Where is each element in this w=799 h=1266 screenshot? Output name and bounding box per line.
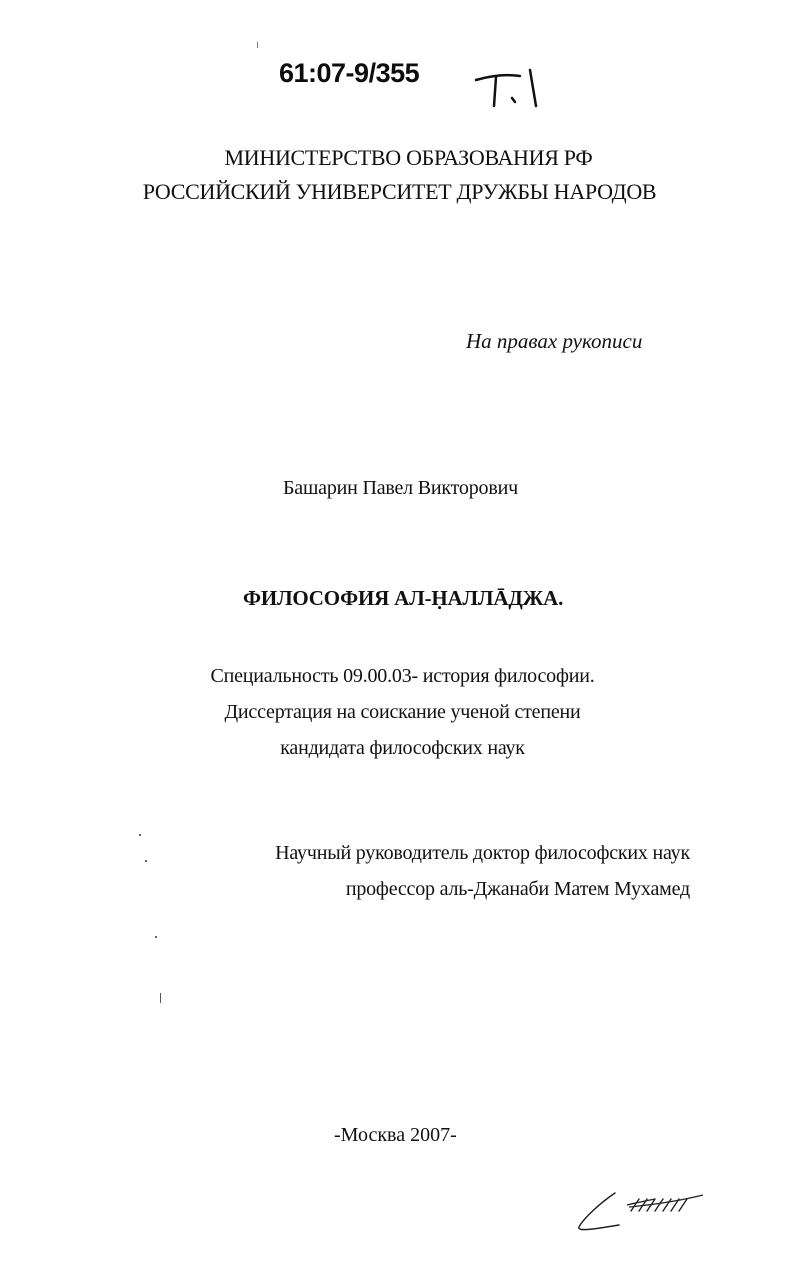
ministry-name: МИНИСТЕРСТВО ОБРАЗОВАНИЯ РФ: [224, 145, 593, 170]
manuscript-note: На правах рукописи: [466, 329, 643, 353]
advisor-block: [262, 835, 690, 907]
institution-header: [0, 145, 799, 205]
specialty-block: [195, 658, 610, 766]
dissertation-title: ФИЛОСОФИЯ АЛ-ḤАЛЛĀДЖА.: [243, 586, 564, 610]
scan-speck: [257, 42, 258, 48]
scan-speck: [139, 834, 141, 836]
advisor-line-1: Научный руководитель доктор философских наук: [275, 842, 690, 864]
author-name: Башарин Павел Викторович: [283, 477, 518, 499]
specialty-line: Специальность 09.00.03- история философии.: [210, 665, 595, 687]
degree-line-1: Диссертация на соискание ученой степени: [224, 701, 581, 723]
scan-speck: [155, 936, 157, 938]
scan-speck: [145, 860, 147, 862]
university-name: РОССИЙСКИЙ УНИВЕРСИТЕТ ДРУЖБЫ НАРОДОВ: [142, 179, 657, 204]
advisor-line-2: профессор аль-Джанаби Матем Мухамед: [345, 878, 690, 900]
handwritten-volume-mark: [470, 62, 550, 112]
city-year: -Москва 2007-: [334, 1124, 457, 1146]
scan-speck: [160, 993, 161, 1003]
degree-line-2: кандидата философских наук: [280, 737, 525, 759]
catalog-number: 61:07-9/355: [279, 58, 420, 88]
signature: [575, 1185, 710, 1235]
